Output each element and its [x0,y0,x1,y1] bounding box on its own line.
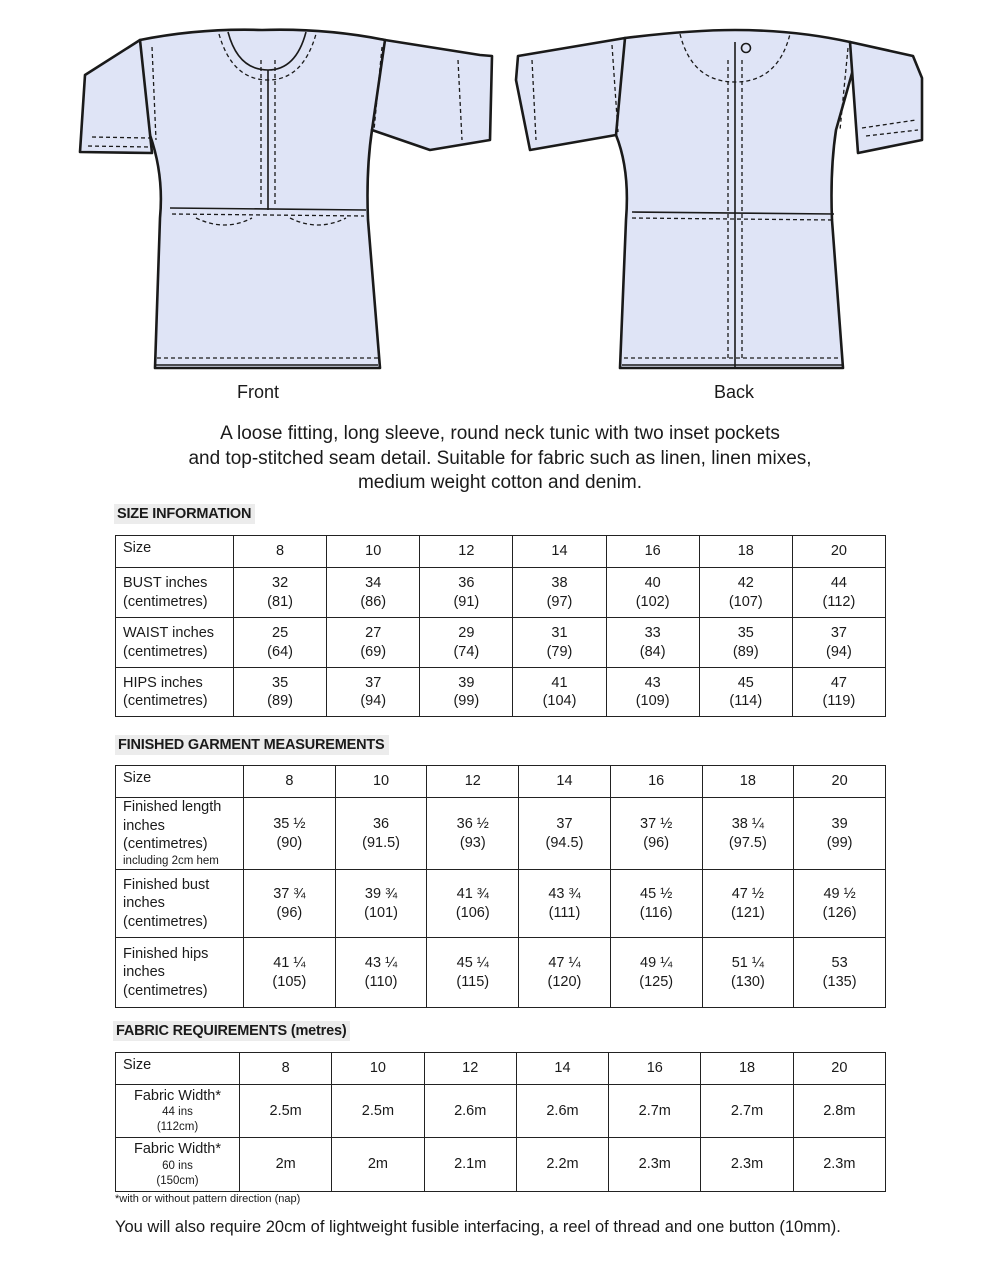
table-cell: 32 (81) [234,568,327,618]
row-label: Fabric Width* 60 ins (150cm) [116,1138,240,1192]
table-cell: 37 (94.5) [519,798,611,870]
size-header: 14 [516,1053,608,1085]
table-cell: 41 ¼ (105) [244,938,336,1008]
table-cell: 39 (99) [794,798,886,870]
row-label: WAIST inches (centimetres) [116,618,234,668]
table-cell: 36 (91.5) [335,798,427,870]
table-cell: 43 ¾ (111) [519,870,611,938]
back-caption: Back [714,382,755,402]
size-header: 18 [702,766,794,798]
size-header: 20 [793,1053,885,1085]
size-corner: Size [116,536,234,568]
table-cell: 35 (89) [234,668,327,717]
table-cell: 2.7m [609,1085,701,1138]
table-cell: 2.3m [793,1138,885,1192]
description-line: medium weight cotton and denim. [357,472,643,493]
description [100,422,900,496]
table-cell: 43 ¼ (110) [335,938,427,1008]
finished-measurements-table [115,765,886,1008]
table-cell: 49 ¼ (125) [610,938,702,1008]
size-corner: Size [116,766,244,798]
table-cell: 38 (97) [513,568,606,618]
table-row [116,1085,886,1138]
table-header-row [116,536,886,568]
notions-note: You will also require 20cm of lightweight fusible interfacing, a reel of thread and one button (10mm). [115,1218,841,1236]
table-cell: 41 ¾ (106) [427,870,519,938]
table-header-row [116,766,886,798]
table-row [116,938,886,1008]
table-cell: 45 ½ (116) [610,870,702,938]
size-information-table [115,535,886,717]
size-header: 10 [332,1053,424,1085]
table-cell: 47 ½ (121) [702,870,794,938]
table-cell: 2m [240,1138,332,1192]
table-cell: 41 (104) [513,668,606,717]
table-cell: 25 (64) [234,618,327,668]
table-cell: 2.5m [332,1085,424,1138]
table-cell: 2.8m [793,1085,885,1138]
table-cell: 36 ½ (93) [427,798,519,870]
table-cell: 27 (69) [327,618,420,668]
table-row [116,870,886,938]
table-cell: 29 (74) [420,618,513,668]
table-cell: 43 (109) [606,668,699,717]
row-label: Finished hips inches (centimetres) [116,938,244,1008]
size-header: 8 [244,766,336,798]
row-label: Finished length inches (centimetres) including 2cm hem [116,798,244,870]
row-label: HIPS inches (centimetres) [116,668,234,717]
description-line: and top-stitched seam detail. Suitable for fabric such as linen, linen mixes, [188,447,812,469]
table-cell: 51 ¼ (130) [702,938,794,1008]
table-cell: 37 ¾ (96) [244,870,336,938]
size-header: 16 [606,536,699,568]
size-header: 18 [699,536,792,568]
front-right-sleeve [372,40,492,150]
table-cell: 47 ¼ (120) [519,938,611,1008]
size-header: 18 [701,1053,793,1085]
table-cell: 36 (91) [420,568,513,618]
table-cell: 44 (112) [792,568,885,618]
table-cell: 40 (102) [606,568,699,618]
table-cell: 34 (86) [327,568,420,618]
table-cell: 2m [332,1138,424,1192]
size-header: 14 [519,766,611,798]
table-cell: 35 ½ (90) [244,798,336,870]
table-cell: 2.2m [516,1138,608,1192]
table-cell: 39 ¾ (101) [335,870,427,938]
fabric-footnote: *with or without pattern direction (nap) [115,1193,301,1205]
table-cell: 47 (119) [792,668,885,717]
size-information-heading: SIZE INFORMATION [114,504,255,524]
table-cell: 35 (89) [699,618,792,668]
table-cell: 2.3m [701,1138,793,1192]
table-cell: 2.6m [516,1085,608,1138]
table-row [116,668,886,717]
table-cell: 31 (79) [513,618,606,668]
table-cell: 42 (107) [699,568,792,618]
back-view [516,30,922,368]
table-cell: 2.1m [424,1138,516,1192]
table-cell: 49 ½ (126) [794,870,886,938]
description-line: A loose fitting, long sleeve, round neck tunic with two inset pockets [220,423,780,444]
table-cell: 37 (94) [792,618,885,668]
size-header: 10 [327,536,420,568]
table-cell: 53 (135) [794,938,886,1008]
garment-illustration [0,0,1000,410]
size-header: 8 [234,536,327,568]
table-row [116,798,886,870]
size-header: 8 [240,1053,332,1085]
table-header-row [116,1053,886,1085]
row-label: BUST inches (centimetres) [116,568,234,618]
size-header: 14 [513,536,606,568]
table-cell: 2.5m [240,1085,332,1138]
table-row [116,1138,886,1192]
fabric-requirements-table [115,1052,886,1192]
finished-measurements-heading: FINISHED GARMENT MEASUREMENTS [115,735,389,755]
size-header: 12 [420,536,513,568]
front-left-sleeve [80,40,152,153]
size-header: 20 [794,766,886,798]
table-cell: 37 ½ (96) [610,798,702,870]
table-row [116,568,886,618]
size-header: 10 [335,766,427,798]
size-header: 12 [427,766,519,798]
front-caption: Front [237,382,280,402]
table-cell: 2.6m [424,1085,516,1138]
size-header: 16 [610,766,702,798]
front-body [130,30,394,368]
table-cell: 33 (84) [606,618,699,668]
front-view [80,30,492,368]
table-cell: 38 ¼ (97.5) [702,798,794,870]
table-cell: 2.3m [609,1138,701,1192]
size-header: 12 [424,1053,516,1085]
table-cell: 45 ¼ (115) [427,938,519,1008]
fabric-requirements-heading: FABRIC REQUIREMENTS (metres) [113,1021,350,1041]
back-body [598,30,858,368]
size-header: 16 [609,1053,701,1085]
table-cell: 45 (114) [699,668,792,717]
table-cell: 2.7m [701,1085,793,1138]
row-label: Fabric Width* 44 ins (112cm) [116,1085,240,1138]
back-left-sleeve [516,38,625,150]
table-cell: 39 (99) [420,668,513,717]
back-right-sleeve [850,42,922,153]
table-cell: 37 (94) [327,668,420,717]
size-corner: Size [116,1053,240,1085]
size-header: 20 [792,536,885,568]
table-row [116,618,886,668]
row-label: Finished bust inches (centimetres) [116,870,244,938]
